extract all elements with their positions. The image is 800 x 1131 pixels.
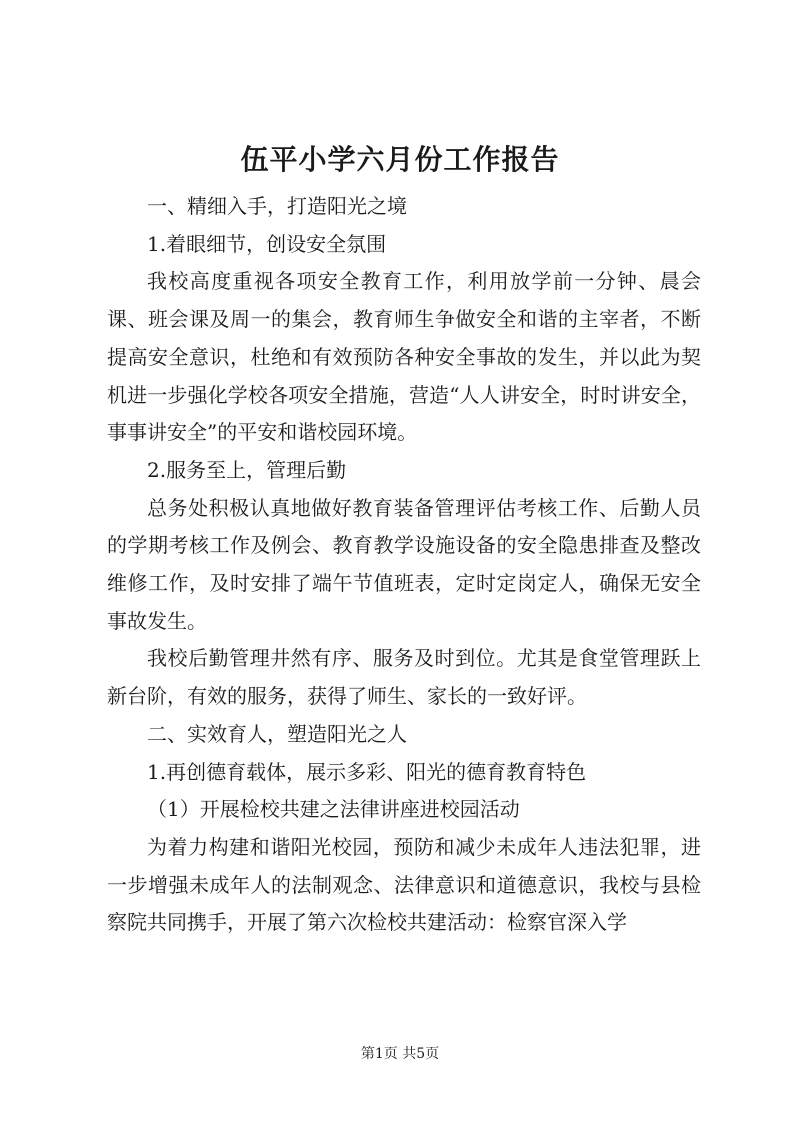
paragraph-safety: 我校高度重视各项安全教育工作，利用放学前一分钟、晨会课、班会课及周一的集会，教育师生争做安全和谐的主宰者，不断提高安全意识，杜绝和有效预防各种安全事故的发生，并以此为契机进一步强化学校各项安全措施，营造“人人讲安全，时时讲安全，事事讲安全”的平安和谐校园环境。 [107,269,701,445]
section-heading-2: 二、实效育人，塑造阳光之人 [147,721,407,746]
section-heading-1: 一、精细入手，打造阳光之境 [147,194,407,218]
paragraph-law-lecture: 为着力构建和谐阳光校园，预防和减少未成年人违法犯罪，进一步增强未成年人的法制观念、法律意识和道德意识，我校与县检察院共同携手，开展了第六次检校共建活动：检察官深入学 [107,834,701,935]
item-heading-2-1-1: （1）开展检校共建之法律讲座进校园活动 [147,797,520,822]
subsection-heading-1-2: 2.服务至上，管理后勤 [147,457,347,482]
page-number-footer: 第1页 共5页 [360,1046,440,1062]
paragraph-logistics: 总务处积极认真地做好教育装备管理评估考核工作、后勤人员的学期考核工作及例会、教育教学设施设备的安全隐患排查及整改维修工作，及时安排了端午节值班表，定时定岗定人，确保无安全事故发生。 [107,495,701,633]
document-body [107,188,701,942]
paragraph-canteen: 我校后勤管理井然有序、服务及时到位。尤其是食堂管理跃上新台阶，有效的服务，获得了师生、家长的一致好评。 [107,646,701,709]
subsection-heading-1-1: 1.着眼细节，创设安全氛围 [147,231,387,256]
document-title: 伍平小学六月份工作报告 [240,143,560,176]
subsection-heading-2-1: 1.再创德育载体，展示多彩、阳光的德育教育特色 [147,759,587,784]
